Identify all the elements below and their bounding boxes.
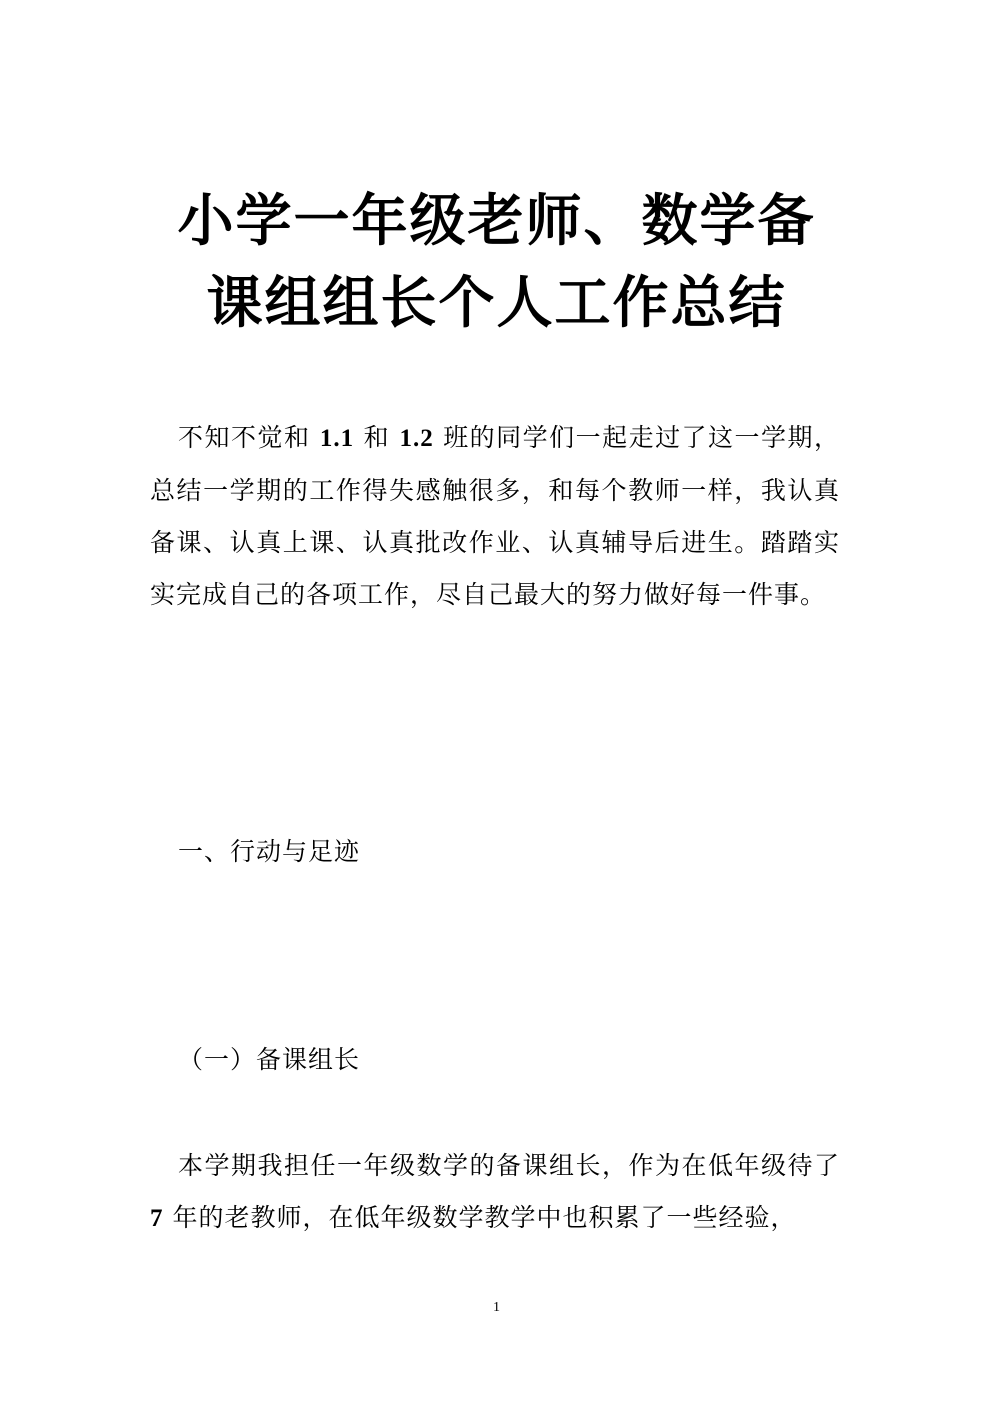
intro-text-2: 和 bbox=[363, 423, 391, 452]
document-title: 小学一年级老师、数学备课组组长个人工作总结 bbox=[177, 188, 816, 336]
intro-paragraph bbox=[150, 412, 840, 621]
class-number-2: 1.2 bbox=[399, 425, 434, 452]
page-number: 1 bbox=[493, 1300, 500, 1315]
years-number: 7 bbox=[150, 1205, 164, 1232]
body-paragraph bbox=[150, 1140, 840, 1245]
intro-text-1: 不知不觉和 bbox=[178, 423, 311, 452]
body-text-1: 本学期我担任一年级数学的备课组长，作为在低年级待了 bbox=[178, 1151, 840, 1180]
section-heading: 一、行动与足迹 bbox=[178, 837, 361, 866]
intro-text-3: 班的同学们一起走过了这一学期，总结一学期的工作得失感触很多，和每个教师一样，我认真备课、认真上课、认真批改作业、认真辅导后进生。踏踏实实完成自己的各项工作，尽自己最大的努力做好每一件事。 bbox=[150, 423, 840, 609]
body-text-2: 年的老教师，在低年级数学教学中也积累了一些经验， bbox=[172, 1203, 797, 1232]
class-number-1: 1.1 bbox=[319, 425, 355, 452]
subsection-heading: （一）备课组长 bbox=[178, 1045, 361, 1074]
